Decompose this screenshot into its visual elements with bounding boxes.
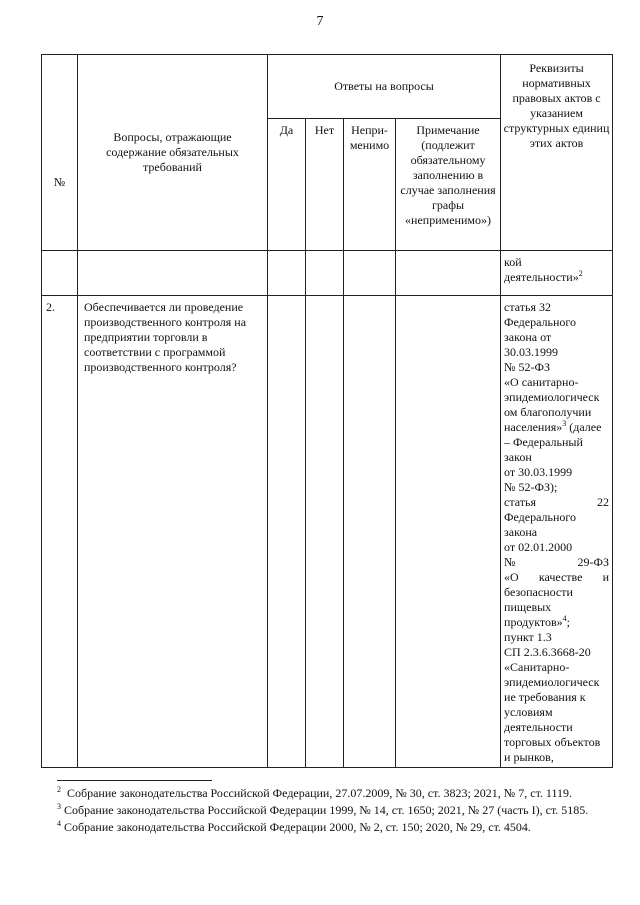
req-line: пищевых <box>504 600 552 614</box>
req-line: «О санитарно- <box>504 375 579 389</box>
table-row <box>42 296 613 768</box>
req-line: эпидемиологическ <box>504 675 600 689</box>
cell-empty <box>344 251 396 296</box>
cell-empty <box>42 251 78 296</box>
req-line: закона от <box>504 330 552 344</box>
req-line: безопасности <box>504 585 573 599</box>
req-line: № <box>504 555 516 569</box>
req-line: ом благополучии <box>504 405 592 419</box>
req-line: кой <box>504 255 522 269</box>
req-line: ие требования к <box>504 690 586 704</box>
footnote-text: Собрание законодательства Российской Федерации, 27.07.2009, № 30, ст. 3823; 2021, № 7, ст. 1119. <box>67 786 573 800</box>
footnote-2 <box>57 786 597 801</box>
req-line: продуктов» <box>504 615 563 629</box>
req-line: статья 32 <box>504 300 551 314</box>
header-not-applicable: Непри-менимо <box>344 119 396 251</box>
cell-empty <box>306 251 344 296</box>
req-line: – Федеральный <box>504 435 583 449</box>
req-line: и рынков, <box>504 750 554 764</box>
req-line: эпидемиологическ <box>504 390 600 404</box>
requisites-continuation <box>501 251 613 296</box>
footnote-divider <box>57 780 212 781</box>
footnote-text: Собрание законодательства Российской Федерации 1999, № 14, ст. 1650; 2021, № 27 (часть I), ст. 5185. <box>64 803 589 817</box>
requisites-text <box>501 296 613 768</box>
footnote-ref: 4 <box>562 614 567 623</box>
row-number: 2. <box>42 296 78 768</box>
cell-yes <box>268 296 306 768</box>
table-row <box>42 251 613 296</box>
footnote-4 <box>57 820 597 835</box>
req-line: закон <box>504 450 532 464</box>
header-answers: Ответы на вопросы <box>268 55 501 119</box>
req-line: населения» <box>504 420 563 434</box>
header-requisites-text: Реквизиты нормативных правовых актов с указанием структурных единиц этих актов <box>503 61 610 150</box>
cell-no <box>306 296 344 768</box>
req-line: деятельности» <box>504 270 579 284</box>
req-line: 30.03.1999 <box>504 345 559 359</box>
question-text: Обеспечивается ли проведение производственного контроля на предприятии торговли в соответствии с программой производственного контроля? <box>78 296 268 768</box>
checklist-table <box>41 54 613 768</box>
req-line: закона <box>504 525 538 539</box>
footnote-text: Собрание законодательства Российской Федерации 2000, № 2, ст. 150; 2020, № 29, ст. 4504. <box>64 820 531 834</box>
req-line: торговых объектов <box>504 735 601 749</box>
cell-empty <box>396 251 501 296</box>
header-question: Вопросы, отражающие содержание обязательных требований <box>78 55 268 251</box>
req-line: пункт 1.3 <box>504 630 552 644</box>
cell-note <box>396 296 501 768</box>
footnote-3 <box>57 803 597 818</box>
header-requisites <box>501 55 613 251</box>
cell-empty <box>78 251 268 296</box>
req-line: (далее <box>566 420 602 434</box>
req-line: «Санитарно- <box>504 660 570 674</box>
footnote-mark: 4 <box>57 819 61 828</box>
page-number: 7 <box>316 14 324 29</box>
req-line: Федерального <box>504 315 577 329</box>
footnote-ref: 2 <box>578 269 583 278</box>
footnote-mark: 2 <box>57 785 61 794</box>
header-number: № <box>42 55 78 251</box>
req-line: качестве <box>538 570 583 584</box>
req-line: деятельности <box>504 720 573 734</box>
req-line: СП 2.3.6.3668-20 <box>504 645 591 659</box>
req-line: условиям <box>504 705 553 719</box>
req-line: 22 <box>597 495 610 509</box>
req-line: № 52-ФЗ <box>504 360 550 374</box>
req-line: 29-ФЗ <box>577 555 610 569</box>
req-line: № 52-ФЗ); <box>504 480 558 494</box>
header-no: Нет <box>306 119 344 251</box>
cell-empty <box>268 251 306 296</box>
cell-not-applicable <box>344 296 396 768</box>
req-line: ; <box>566 615 570 629</box>
req-line: от 02.01.2000 <box>504 540 573 554</box>
footnote-mark: 3 <box>57 802 61 811</box>
header-yes: Да <box>268 119 306 251</box>
req-line: статья <box>504 495 536 509</box>
req-line: «О <box>504 570 519 584</box>
header-note: Примечание (подлежит обязательному заполнению в случае заполнения графы «неприменимо») <box>396 119 501 251</box>
footnote-ref: 3 <box>562 419 567 428</box>
req-line: Федерального <box>504 510 577 524</box>
footnotes <box>57 786 597 837</box>
req-line: и <box>602 570 610 584</box>
req-line: от 30.03.1999 <box>504 465 573 479</box>
